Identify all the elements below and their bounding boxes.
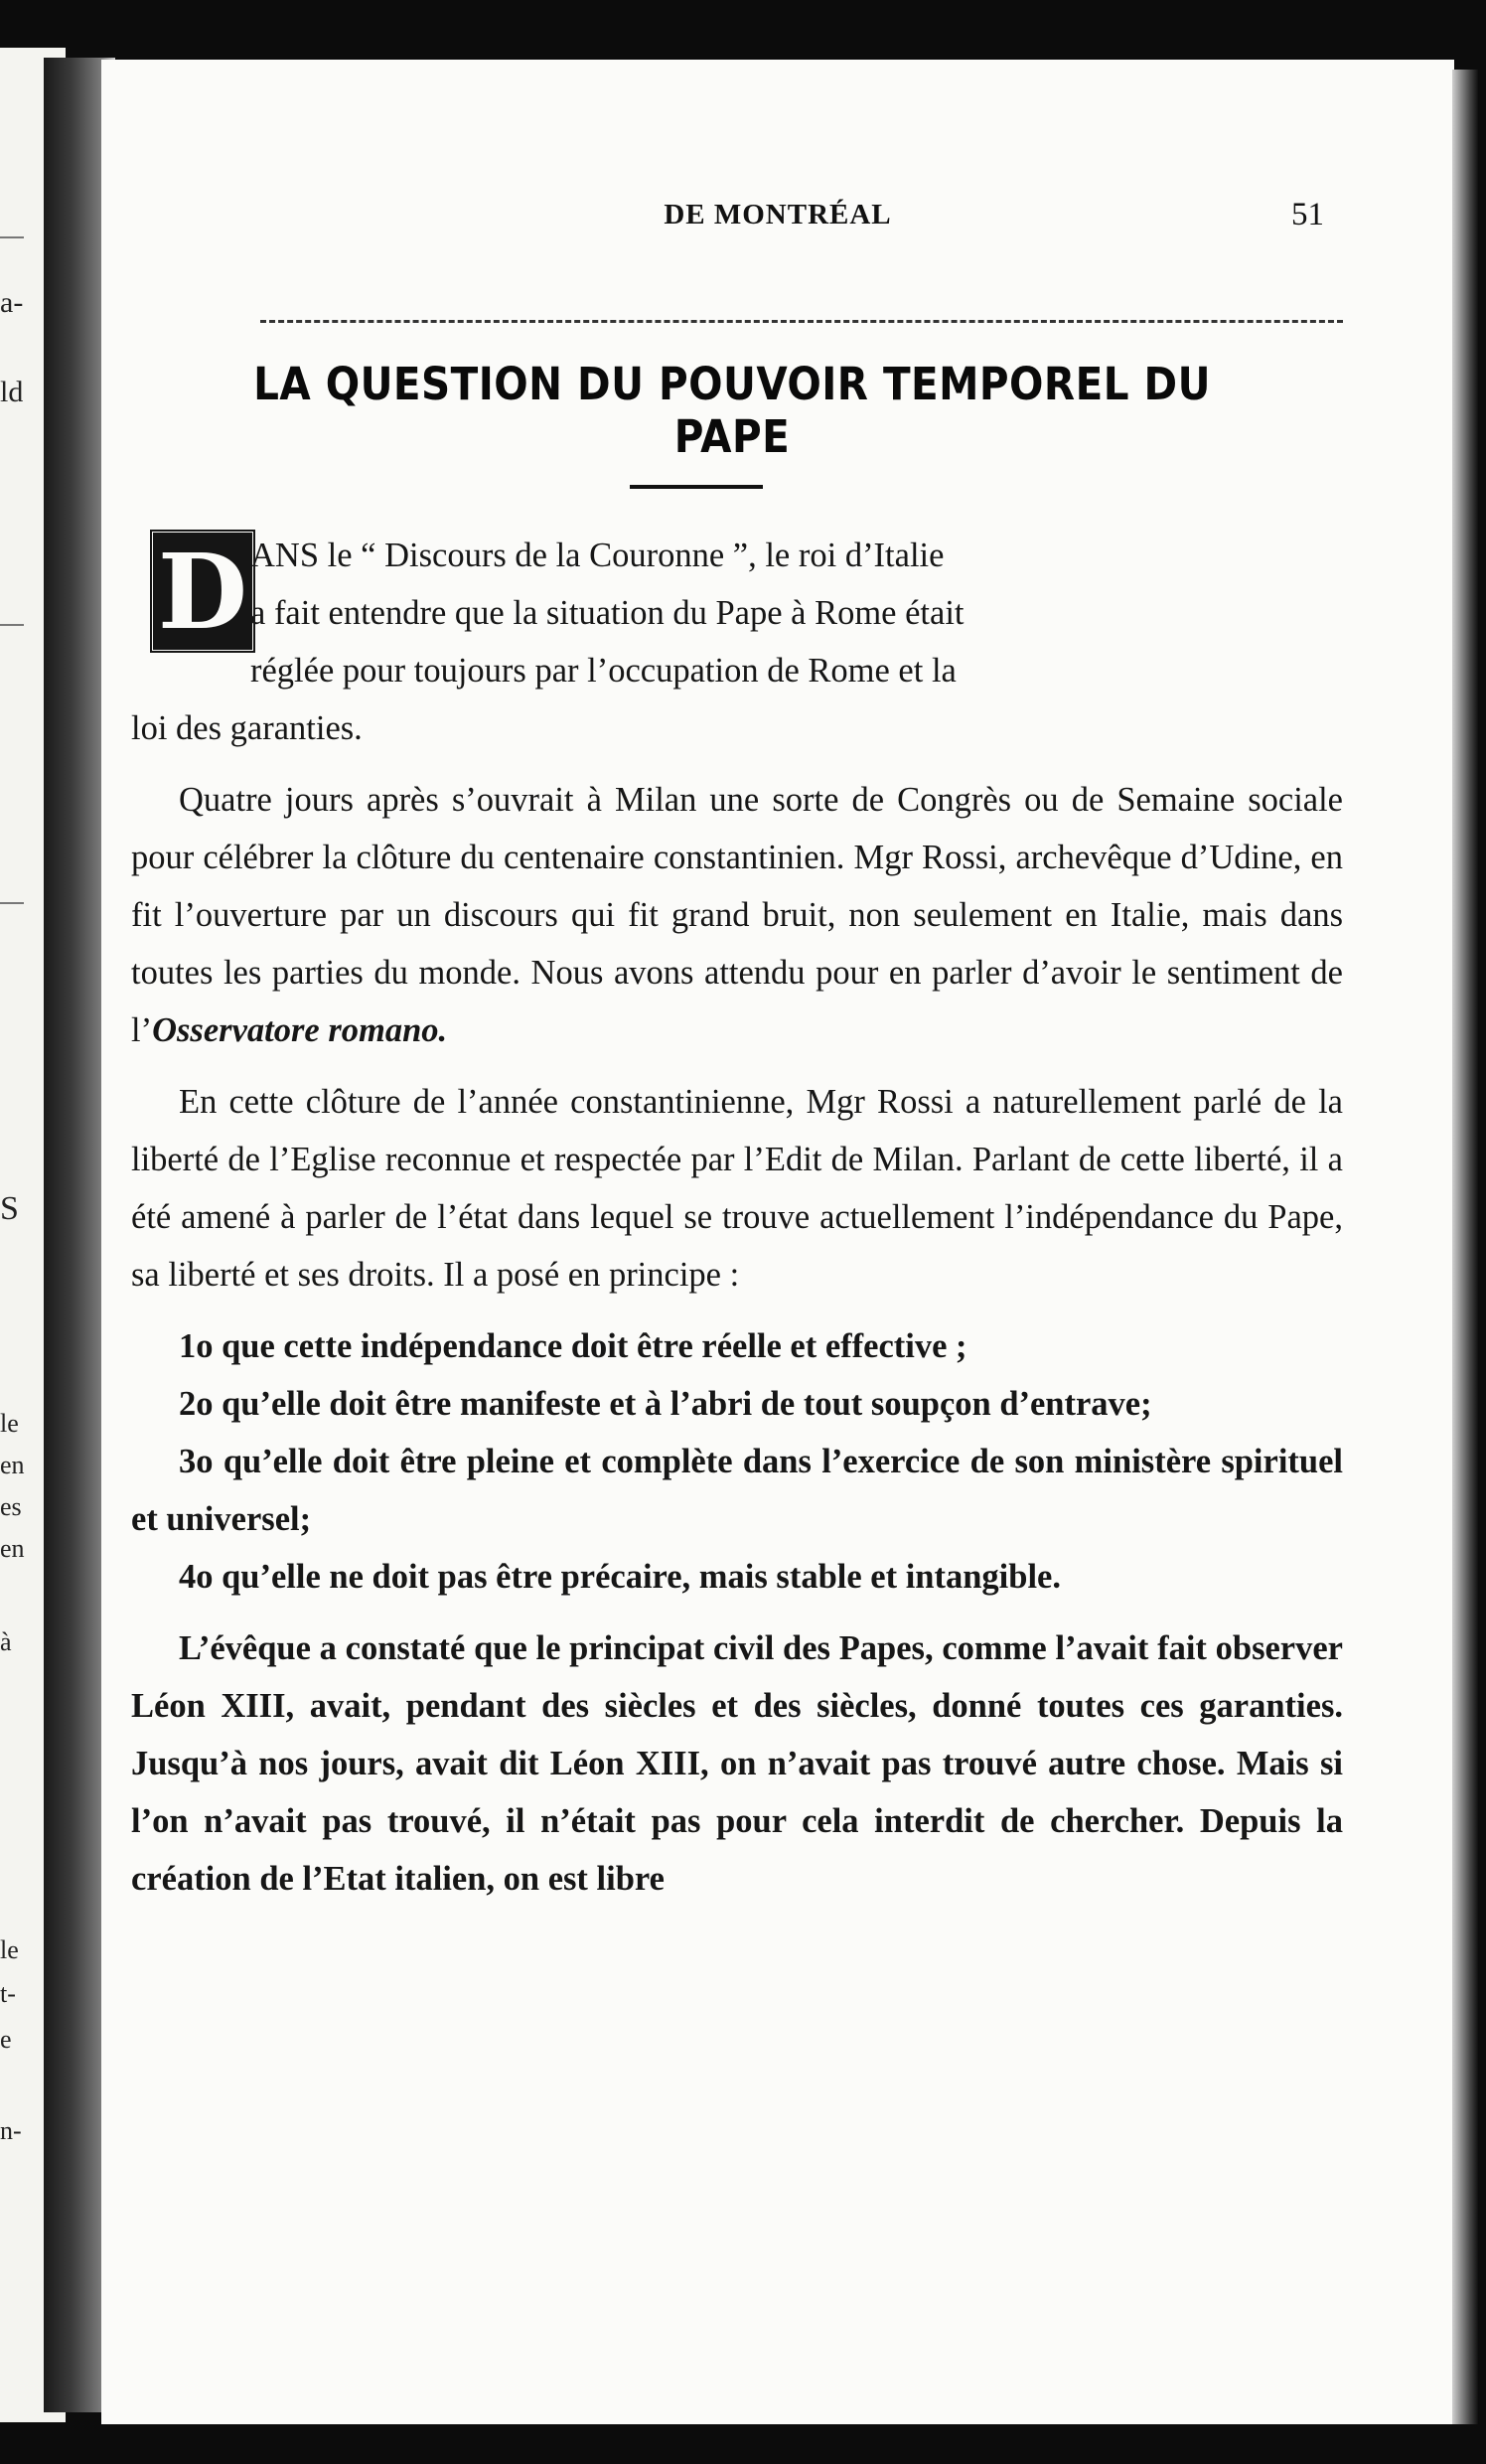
divider bbox=[0, 624, 24, 626]
fragment-text: à bbox=[0, 1627, 12, 1656]
fragment-text: ld bbox=[0, 376, 24, 408]
fragment-text: en bbox=[0, 1451, 25, 1479]
divider bbox=[0, 902, 24, 904]
fragment-text: en bbox=[0, 1534, 25, 1563]
book-page bbox=[101, 60, 1454, 2424]
running-head: DE MONTRÉAL bbox=[664, 199, 892, 231]
drop-cap-initial: D bbox=[149, 529, 256, 654]
page-number: 51 bbox=[1291, 197, 1324, 232]
fragment-text: le bbox=[0, 1935, 19, 1964]
list-item-3: 3o qu’elle doit être pleine et complète dans l’exercice de son ministère spirituel et universel; bbox=[131, 1443, 1343, 1538]
list-item-4: 4o qu’elle ne doit pas être précaire, mais stable et intangible. bbox=[179, 1558, 1061, 1596]
paragraph-2-text: Quatre jours après s’ouvrait à Milan une sorte de Congrès ou de Semaine sociale pour célébrer la clôture du centenaire constantinien. Mgr Rossi, archevêque d’Udine, en fit l’ouverture par un discours qui fit grand bruit, non seulement en Italie, mais dans toutes les parties du monde. Nous avons attendu pour en parler d’avoir le sentiment de l’ bbox=[131, 781, 1343, 1049]
article-body bbox=[131, 527, 1343, 1908]
page-edge-shadow bbox=[1452, 70, 1478, 2424]
title-rule bbox=[630, 485, 763, 489]
paragraph-2 bbox=[131, 771, 1343, 1059]
list-item-2: 2o qu’elle doit être manifeste et à l’abri de tout soupçon d’entrave; bbox=[179, 1385, 1152, 1423]
fragment-text: a- bbox=[0, 286, 24, 319]
paragraph-4: L’évêque a constaté que le principat civil des Papes, comme l’avait fait observer Léon XIII, avait, pendant des siècles et des siècles, donné toutes ces garanties. Jusqu’à nos jours, avait dit Léon XIII, on n’avait pas trouvé autre chose. Mais si l’on n’avait pas trouvé, il n’était pas pour cela interdit de chercher. Depuis la création de l’Etat italien, on est libre bbox=[131, 1629, 1343, 1898]
list-item-1: 1o que cette indépendance doit être réelle et effective ; bbox=[179, 1327, 967, 1365]
fragment-text: le bbox=[0, 1409, 19, 1438]
fragment-text: e bbox=[0, 2025, 12, 2054]
divider bbox=[0, 236, 24, 238]
fragment-text: S bbox=[0, 1190, 19, 1227]
fragment-text: t- bbox=[0, 1979, 16, 2008]
paragraph-1-line-2: a fait entendre que la situation du Pape à Rome était bbox=[250, 594, 965, 632]
paragraph-1-line-3: réglée pour toujours par l’occupation de Rome et la bbox=[250, 652, 957, 690]
newspaper-title: Osservatore romano. bbox=[152, 1011, 448, 1049]
header-rule bbox=[260, 320, 1343, 326]
paragraph-1-line-1: ANS le “ Discours de la Couronne ”, le roi d’Italie bbox=[250, 537, 945, 574]
paragraph-1-line-4: loi des garanties. bbox=[131, 709, 363, 747]
paragraph-3: En cette clôture de l’année constantinienne, Mgr Rossi a naturellement parlé de la liberté de l’Eglise reconnue et respectée par l’Edit de Milan. Parlant de cette liberté, il a été amené à parler de l’état dans lequel se trouve actuellement l’indépendance du Pape, sa liberté et ses droits. Il a posé en principe : bbox=[131, 1083, 1343, 1294]
fragment-text: n- bbox=[0, 2116, 22, 2145]
article-title: LA QUESTION DU POUVOIR TEMPOREL DU PAPE bbox=[253, 358, 1211, 463]
fragment-text: es bbox=[0, 1492, 22, 1521]
